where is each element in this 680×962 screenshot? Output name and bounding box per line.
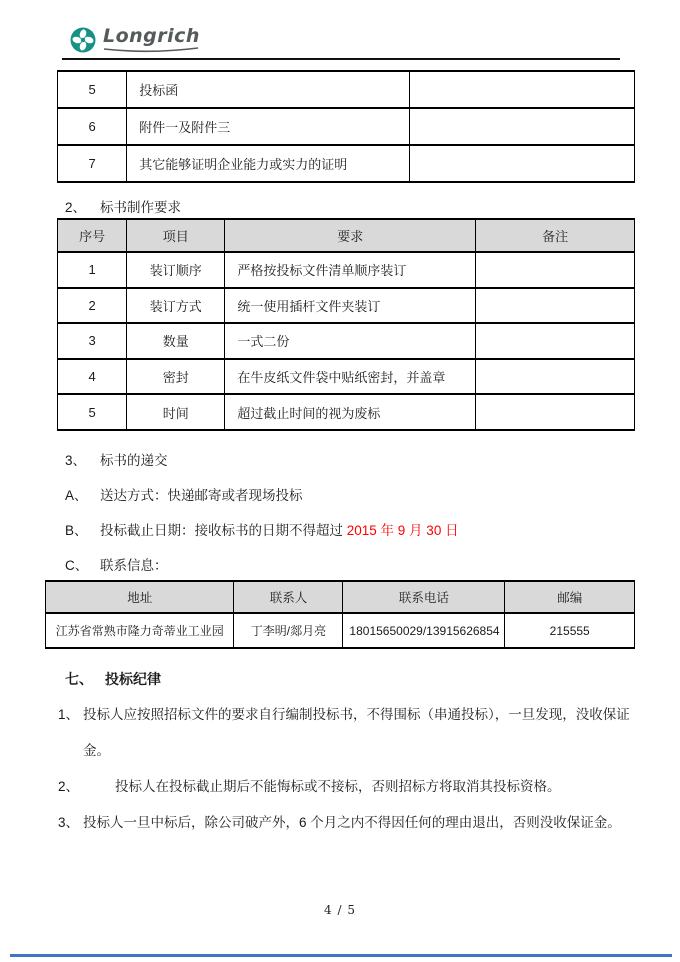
rule-2-text: 投标人在投标截止期后不能悔标或不接标，否则招标方将取消其投标资格。 bbox=[115, 779, 561, 794]
cell-contact-person: 丁李明/郯月亮 bbox=[234, 613, 343, 648]
row-number: 6 bbox=[58, 108, 127, 145]
table-row bbox=[58, 394, 635, 430]
item-c-text: 联系信息： bbox=[100, 558, 168, 573]
cell-item: 装订方式 bbox=[127, 288, 225, 324]
cell-index: 4 bbox=[58, 359, 127, 395]
row-note bbox=[409, 145, 634, 182]
longrich-flower-icon bbox=[70, 27, 96, 53]
table-row bbox=[58, 108, 635, 145]
section2-heading bbox=[65, 196, 181, 216]
cell-item: 数量 bbox=[127, 323, 225, 359]
section7-title: 投标纪律 bbox=[105, 671, 161, 687]
rule-1-text: 投标人应按照招标文件的要求自行编制投标书，不得围标（串通投标），一旦发现，没收保证金。 bbox=[83, 707, 630, 758]
row-note bbox=[409, 71, 634, 108]
cell-requirement: 统一使用插杆文件夹装订 bbox=[225, 288, 476, 324]
cell-requirement: 一式二份 bbox=[225, 323, 476, 359]
section3-label: 3、 bbox=[65, 453, 87, 468]
logo-swoosh bbox=[103, 47, 199, 53]
section7-label: 七、 bbox=[65, 671, 93, 687]
contact-table bbox=[45, 580, 635, 649]
brand-wordmark: Longrich bbox=[103, 25, 200, 47]
cell-item: 密封 bbox=[127, 359, 225, 395]
cell-phone: 18015650029/13915626854 bbox=[343, 613, 505, 648]
delivery-method-line bbox=[65, 484, 303, 504]
making-requirements-table bbox=[57, 218, 635, 431]
deadline-line bbox=[65, 519, 459, 539]
item-a-label: A、 bbox=[65, 488, 88, 503]
table-row bbox=[58, 71, 635, 108]
table-row bbox=[46, 613, 635, 648]
row-item: 其它能够证明企业能力或实力的证明 bbox=[127, 145, 410, 182]
logo bbox=[70, 26, 200, 53]
section2-title: 标书制作要求 bbox=[100, 200, 181, 215]
cell-remark bbox=[476, 323, 635, 359]
cell-remark bbox=[476, 288, 635, 324]
contact-info-line bbox=[65, 554, 168, 574]
section7-heading bbox=[40, 661, 648, 697]
cell-item: 装订顺序 bbox=[127, 252, 225, 288]
page-indicator: 4 / 5 bbox=[324, 903, 356, 917]
table-row bbox=[58, 323, 635, 359]
section7 bbox=[40, 661, 648, 841]
row-note bbox=[409, 108, 634, 145]
row-number: 7 bbox=[58, 145, 127, 182]
cell-remark bbox=[476, 252, 635, 288]
cell-index: 2 bbox=[58, 288, 127, 324]
col-header-address: 地址 bbox=[46, 581, 234, 613]
table-header-row bbox=[58, 219, 635, 252]
footer-accent-line bbox=[10, 954, 672, 957]
rule-1-label: 1、 bbox=[58, 707, 80, 722]
row-item: 投标函 bbox=[127, 71, 410, 108]
table-row bbox=[58, 252, 635, 288]
col-header-requirement: 要求 bbox=[225, 219, 476, 252]
table-row bbox=[58, 359, 635, 395]
cell-requirement: 在牛皮纸文件袋中贴纸密封，并盖章 bbox=[225, 359, 476, 395]
header-rule bbox=[62, 58, 620, 60]
cell-index: 1 bbox=[58, 252, 127, 288]
col-header-contact-person: 联系人 bbox=[234, 581, 343, 613]
col-header-phone: 联系电话 bbox=[343, 581, 505, 613]
cell-remark bbox=[476, 394, 635, 430]
item-b-label: B、 bbox=[65, 523, 88, 538]
cell-requirement: 严格按投标文件清单顺序装订 bbox=[225, 252, 476, 288]
col-header-remark: 备注 bbox=[476, 219, 635, 252]
checklist-table bbox=[57, 70, 635, 183]
rule-1 bbox=[40, 697, 648, 769]
row-number: 5 bbox=[58, 71, 127, 108]
row-item: 附件一及附件三 bbox=[127, 108, 410, 145]
cell-index: 3 bbox=[58, 323, 127, 359]
rule-3-text: 投标人一旦中标后，除公司破产外，6 个月之内不得因任何的理由退出，否则没收保证金。 bbox=[83, 815, 621, 830]
section3-title: 标书的递交 bbox=[100, 453, 168, 468]
deadline-text: 投标截止日期：接收标书的日期不得超过 bbox=[100, 523, 347, 538]
cell-remark bbox=[476, 359, 635, 395]
section3-heading bbox=[65, 449, 168, 469]
cell-address: 江苏省常熟市隆力奇蒂业工业园 bbox=[46, 613, 234, 648]
cell-zipcode: 215555 bbox=[505, 613, 635, 648]
deadline-date: 2015 年 9 月 30 日 bbox=[346, 523, 459, 538]
cell-requirement: 超过截止时间的视为废标 bbox=[225, 394, 476, 430]
rule-3 bbox=[40, 805, 648, 841]
item-b-text bbox=[100, 519, 459, 539]
table-row bbox=[58, 288, 635, 324]
col-header-item: 项目 bbox=[127, 219, 225, 252]
rule-2-label: 2、 bbox=[58, 779, 80, 794]
item-a-text: 送达方式：快递邮寄或者现场投标 bbox=[100, 488, 303, 503]
col-header-zipcode: 邮编 bbox=[505, 581, 635, 613]
section2-label: 2、 bbox=[65, 200, 87, 215]
cell-item: 时间 bbox=[127, 394, 225, 430]
rule-2 bbox=[40, 769, 648, 805]
table-row bbox=[58, 145, 635, 182]
item-c-label: C、 bbox=[65, 558, 89, 573]
table-header-row bbox=[46, 581, 635, 613]
cell-index: 5 bbox=[58, 394, 127, 430]
col-header-index: 序号 bbox=[58, 219, 127, 252]
rule-3-label: 3、 bbox=[58, 815, 80, 830]
